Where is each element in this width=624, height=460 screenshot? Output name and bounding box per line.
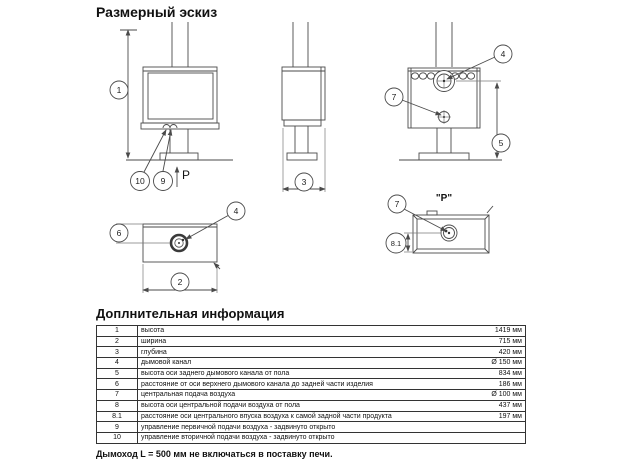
row-description: расстояние от оси верхнего дымового канала до задней части изделия: [138, 379, 450, 390]
spec-table: [96, 325, 526, 444]
row-description: управление вторичной подачи воздуха - задвинуто открыто: [138, 432, 450, 443]
callout-4-back: [494, 45, 512, 63]
row-value: 1419 мм: [449, 326, 526, 337]
row-value: 186 мм: [449, 379, 526, 390]
row-description: глубина: [138, 347, 450, 358]
table-row: [97, 379, 526, 390]
svg-text:3: 3: [301, 177, 307, 187]
callout-7-bottom: [388, 195, 406, 213]
row-description: центральная подача воздуха: [138, 390, 450, 401]
row-description: высота оси заднего дымового канала от пола: [138, 368, 450, 379]
row-number: 5: [97, 368, 138, 379]
callout-1: [110, 81, 128, 99]
row-description: управление первичной подачи воздуха - задвинуто открыто: [138, 422, 450, 433]
callout-8-1: [386, 233, 406, 253]
row-number: 1: [97, 326, 138, 337]
row-value: Ø 100 мм: [449, 390, 526, 401]
table-row: [97, 347, 526, 358]
callout-6: [110, 224, 128, 242]
stove-glass-door: [148, 73, 213, 119]
row-number: 6: [97, 379, 138, 390]
table-row: [97, 390, 526, 401]
row-number: 10: [97, 432, 138, 443]
additional-info-section: [96, 306, 526, 459]
row-value: 834 мм: [449, 368, 526, 379]
bottom-view: [386, 193, 493, 253]
row-number: 8: [97, 400, 138, 411]
primary-air-lever: [163, 125, 170, 128]
svg-text:5: 5: [498, 138, 504, 148]
p-arrow-label: P: [182, 168, 191, 182]
table-row: [97, 336, 526, 347]
row-description: дымовой канал: [138, 358, 450, 369]
row-value: 437 мм: [449, 400, 526, 411]
back-view: [385, 22, 512, 160]
top-view: [110, 202, 245, 293]
row-description: высота: [138, 326, 450, 337]
table-row: [97, 422, 526, 433]
svg-text:7: 7: [391, 92, 397, 102]
callout-2: [171, 273, 189, 291]
central-air-inlet-bottom: [441, 225, 457, 241]
front-view: [110, 22, 233, 191]
table-row: [97, 432, 526, 443]
row-description: высота оси центральной подачи воздуха от пола: [138, 400, 450, 411]
row-value: Ø 150 мм: [449, 358, 526, 369]
view-p-label: "Р": [435, 193, 453, 204]
row-value: [449, 432, 526, 443]
table-row: [97, 326, 526, 337]
row-number: 8.1: [97, 411, 138, 422]
svg-text:2: 2: [177, 277, 183, 287]
row-value: [449, 422, 526, 433]
side-view: [282, 22, 325, 192]
secondary-air-lever: [170, 125, 177, 128]
svg-text:1: 1: [116, 85, 122, 95]
svg-text:10: 10: [135, 176, 145, 186]
svg-text:7: 7: [394, 199, 400, 209]
row-number: 4: [97, 358, 138, 369]
svg-text:4: 4: [500, 49, 506, 59]
svg-text:6: 6: [116, 228, 122, 238]
row-number: 7: [97, 390, 138, 401]
page-title: Размерный эскиз: [96, 4, 218, 20]
row-value: 420 мм: [449, 347, 526, 358]
row-number: 2: [97, 336, 138, 347]
callout-9: [154, 172, 173, 191]
callout-10: [131, 172, 150, 191]
callout-4-top: [227, 202, 245, 220]
row-value: 197 мм: [449, 411, 526, 422]
row-number: 3: [97, 347, 138, 358]
callout-7-back: [385, 88, 403, 106]
row-number: 9: [97, 422, 138, 433]
chimney-footnote: Дымоход L = 500 мм не включаться в поставку печи.: [96, 448, 333, 459]
svg-text:4: 4: [233, 206, 239, 216]
callout-3: [295, 173, 313, 191]
callout-5: [492, 134, 510, 152]
row-description: ширина: [138, 336, 450, 347]
rear-flue-outlet: [434, 71, 455, 92]
table-row: [97, 358, 526, 369]
svg-text:9: 9: [160, 176, 166, 186]
table-row: [97, 411, 526, 422]
table-row: [97, 368, 526, 379]
row-value: 715 мм: [449, 336, 526, 347]
row-description: расстояние оси центрального впуска воздуха к самой задной части продукта: [138, 411, 450, 422]
svg-text:8.1: 8.1: [390, 239, 402, 248]
table-row: [97, 400, 526, 411]
info-heading: Доплнительная информация: [96, 306, 285, 321]
central-air-inlet-back: [437, 110, 451, 124]
